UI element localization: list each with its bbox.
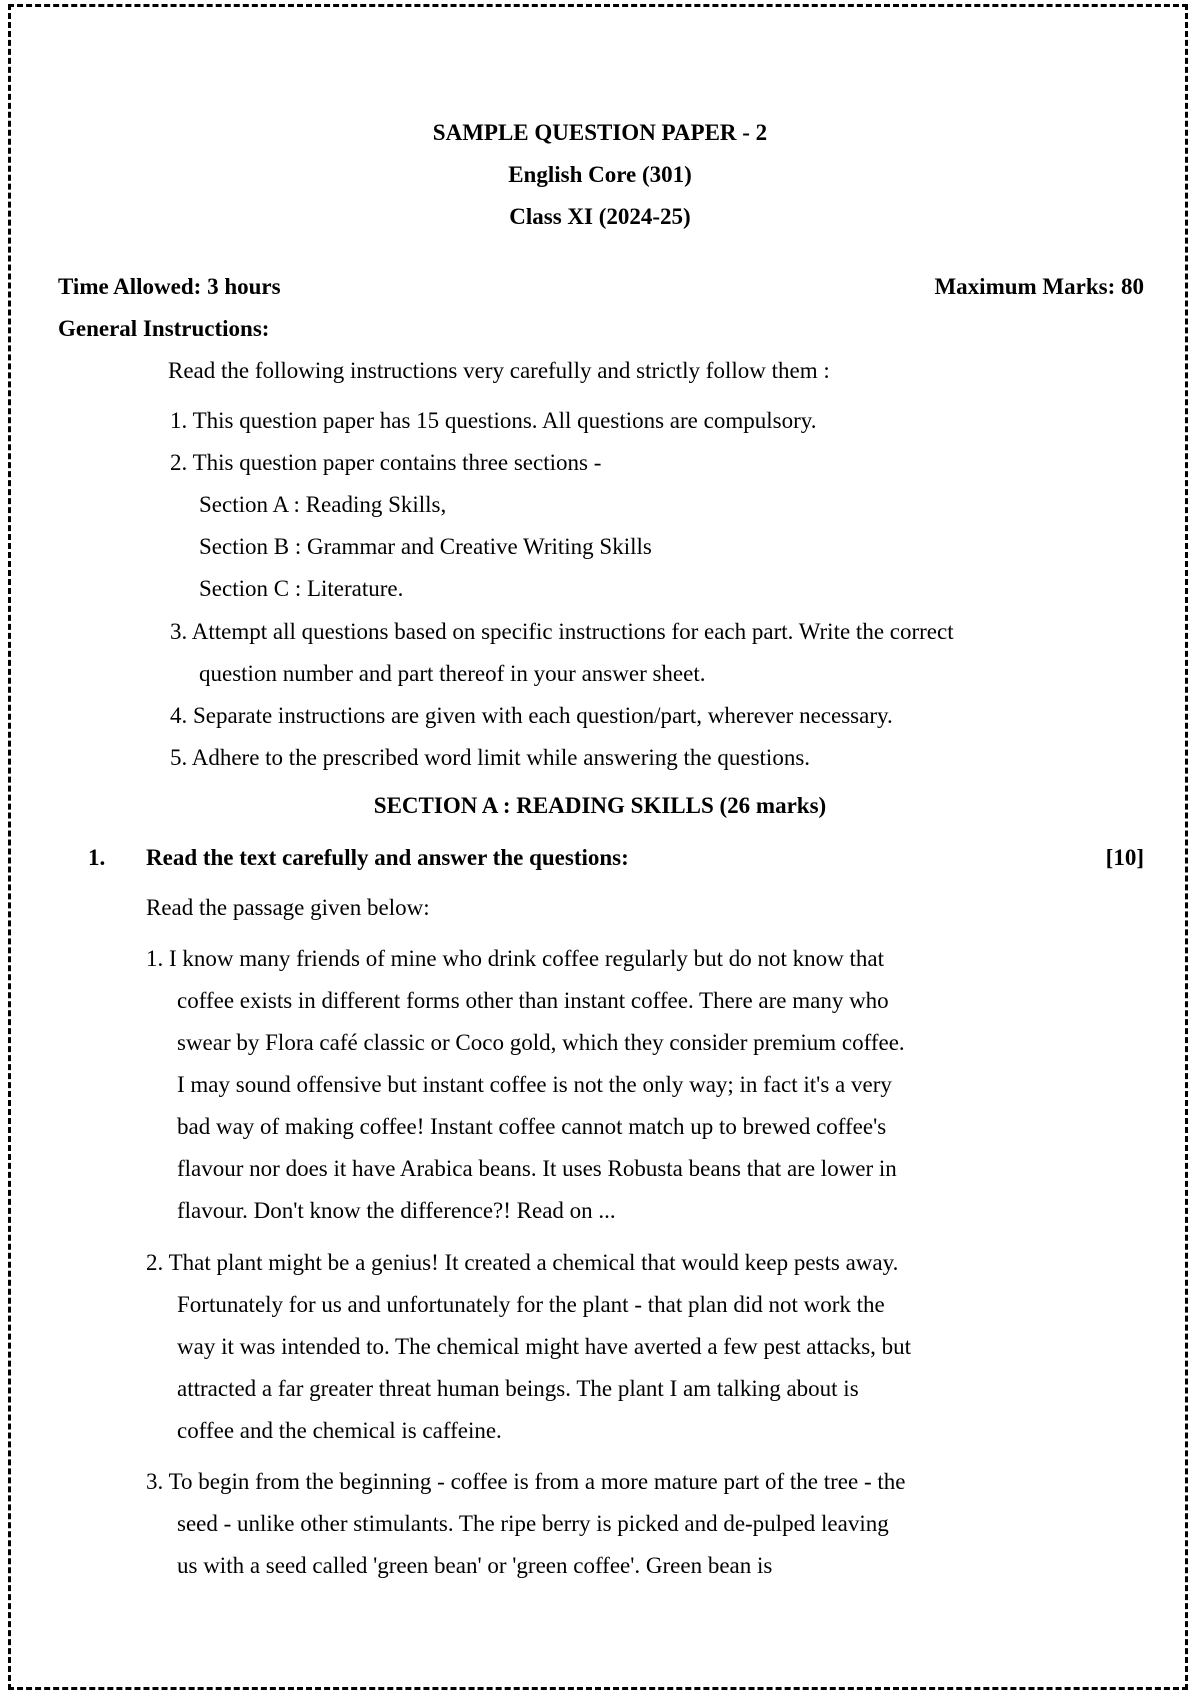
general-instructions-heading: General Instructions:: [58, 316, 270, 341]
question-prompt: Read the text carefully and answer the questions:: [146, 845, 629, 870]
instruction-subitem: Section C : Literature.: [199, 576, 404, 601]
instruction-item: 3. Attempt all questions based on specific instructions for each part. Write the correct: [170, 619, 954, 644]
paper-subject: English Core (301): [508, 162, 692, 187]
paper-title: SAMPLE QUESTION PAPER - 2: [432, 120, 768, 145]
question-marks: [10]: [1105, 845, 1144, 870]
passage-line: 3. To begin from the beginning - coffee is from a more mature part of the tree - the: [146, 1469, 906, 1494]
passage-line: 2. That plant might be a genius! It created a chemical that would keep pests away.: [146, 1250, 899, 1275]
instruction-subitem: Section B : Grammar and Creative Writing Skills: [199, 534, 652, 559]
passage-line: us with a seed called 'green bean' or 'green coffee'. Green bean is: [177, 1553, 773, 1578]
passage-line: attracted a far greater threat human beings. The plant I am talking about is: [177, 1376, 859, 1401]
question-number: 1.: [88, 845, 106, 870]
instruction-item: 4. Separate instructions are given with each question/part, wherever necessary.: [170, 703, 893, 728]
paper-class: Class XI (2024-25): [509, 204, 691, 229]
meta-row: [58, 274, 1144, 300]
passage-line: seed - unlike other stimulants. The ripe berry is picked and de-pulped leaving: [177, 1511, 889, 1536]
passage-line: coffee exists in different forms other than instant coffee. There are many who: [177, 988, 889, 1013]
instruction-item: 2. This question paper contains three sections -: [170, 450, 602, 475]
section-a-heading: SECTION A : READING SKILLS (26 marks): [373, 793, 827, 818]
instructions-intro: Read the following instructions very carefully and strictly follow them :: [168, 358, 830, 383]
passage-line: bad way of making coffee! Instant coffee cannot match up to brewed coffee's: [177, 1114, 887, 1139]
instruction-item: 5. Adhere to the prescribed word limit while answering the questions.: [170, 745, 811, 770]
passage-line: swear by Flora café classic or Coco gold, which they consider premium coffee.: [177, 1030, 905, 1055]
passage-line: I may sound offensive but instant coffee is not the only way; in fact it's a very: [177, 1072, 892, 1097]
time-allowed: Time Allowed: 3 hours: [58, 274, 281, 299]
passage-line: Fortunately for us and unfortunately for the plant - that plan did not work the: [177, 1292, 885, 1317]
passage-line: coffee and the chemical is caffeine.: [177, 1418, 502, 1443]
instruction-subitem: Section A : Reading Skills,: [199, 492, 447, 517]
passage-line: flavour. Don't know the difference?! Read on ...: [177, 1198, 616, 1223]
instruction-item-continuation: question number and part thereof in your answer sheet.: [199, 661, 706, 686]
passage-lead: Read the passage given below:: [146, 895, 430, 920]
instruction-item: 1. This question paper has 15 questions. All questions are compulsory.: [170, 408, 817, 433]
passage-line: flavour nor does it have Arabica beans. It uses Robusta beans that are lower in: [177, 1156, 897, 1181]
passage-line: way it was intended to. The chemical might have averted a few pest attacks, but: [177, 1334, 912, 1359]
maximum-marks: Maximum Marks: 80: [934, 274, 1144, 299]
passage-line: 1. I know many friends of mine who drink coffee regularly but do not know that: [146, 946, 884, 971]
